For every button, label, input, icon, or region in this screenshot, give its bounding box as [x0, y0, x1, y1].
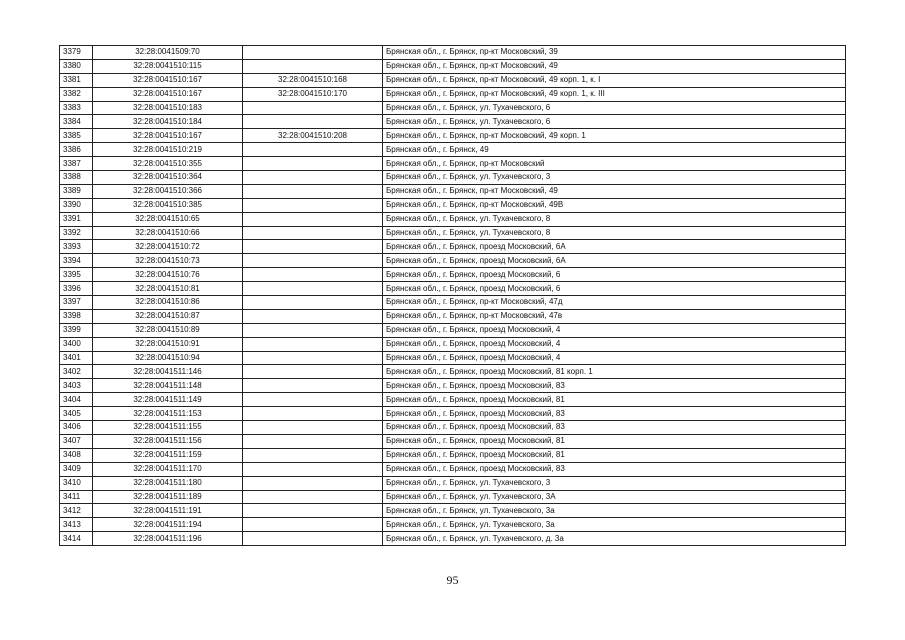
table-row: [60, 226, 846, 240]
row-number-cell: 3391: [60, 212, 93, 226]
address-cell: Брянская обл., г. Брянск, проезд Московский, 6: [383, 282, 846, 296]
cadastral-number-cell: 32:28:0041511:191: [93, 504, 243, 518]
table-row: [60, 379, 846, 393]
row-number-cell: 3386: [60, 143, 93, 157]
row-number-cell: 3383: [60, 101, 93, 115]
parent-cadastral-number-cell: [243, 157, 383, 171]
cadastral-number-cell: 32:28:0041510:86: [93, 296, 243, 310]
parent-cadastral-number-cell: 32:28:0041510:170: [243, 87, 383, 101]
cadastral-number-cell: 32:28:0041511:170: [93, 462, 243, 476]
parent-cadastral-number-cell: [243, 337, 383, 351]
table-row: [60, 157, 846, 171]
address-cell: Брянская обл., г. Брянск, пр-кт Московский, 49 корп. 1, к. III: [383, 87, 846, 101]
cadastral-number-cell: 32:28:0041511:146: [93, 365, 243, 379]
address-cell: Брянская обл., г. Брянск, ул. Тухачевского, 3а: [383, 504, 846, 518]
table-row: [60, 462, 846, 476]
table-row: [60, 282, 846, 296]
cadastral-number-cell: 32:28:0041510:355: [93, 157, 243, 171]
address-cell: Брянская обл., г. Брянск, проезд Московский, 81: [383, 393, 846, 407]
row-number-cell: 3381: [60, 73, 93, 87]
parent-cadastral-number-cell: [243, 490, 383, 504]
table-row: [60, 240, 846, 254]
parent-cadastral-number-cell: [243, 462, 383, 476]
row-number-cell: 3392: [60, 226, 93, 240]
address-cell: Брянская обл., г. Брянск, ул. Тухачевского, 3: [383, 476, 846, 490]
table-row: [60, 87, 846, 101]
address-cell: Брянская обл., г. Брянск, пр-кт Московский, 49: [383, 59, 846, 73]
address-cell: Брянская обл., г. Брянск, пр-кт Московский, 49 корп. 1: [383, 129, 846, 143]
parent-cadastral-number-cell: [243, 184, 383, 198]
table-row: [60, 171, 846, 185]
table-row: [60, 323, 846, 337]
table-row: [60, 309, 846, 323]
address-cell: Брянская обл., г. Брянск, пр-кт Московский, 47в: [383, 309, 846, 323]
cadastral-number-cell: 32:28:0041510:91: [93, 337, 243, 351]
table-row: [60, 115, 846, 129]
cadastral-number-cell: 32:28:0041510:219: [93, 143, 243, 157]
cadastral-number-cell: 32:28:0041511:153: [93, 407, 243, 421]
cadastral-number-cell: 32:28:0041511:156: [93, 434, 243, 448]
cadastral-number-cell: 32:28:0041510:167: [93, 73, 243, 87]
table-row: [60, 504, 846, 518]
row-number-cell: 3409: [60, 462, 93, 476]
address-cell: Брянская обл., г. Брянск, проезд Московский, 83: [383, 379, 846, 393]
parent-cadastral-number-cell: [243, 518, 383, 532]
cadastral-number-cell: 32:28:0041510:72: [93, 240, 243, 254]
table-row: [60, 73, 846, 87]
property-register-table: [59, 45, 846, 546]
row-number-cell: 3393: [60, 240, 93, 254]
row-number-cell: 3410: [60, 476, 93, 490]
cadastral-number-cell: 32:28:0041510:94: [93, 351, 243, 365]
cadastral-number-cell: 32:28:0041510:385: [93, 198, 243, 212]
address-cell: Брянская обл., г. Брянск, пр-кт Московский: [383, 157, 846, 171]
cadastral-number-cell: 32:28:0041510:89: [93, 323, 243, 337]
address-cell: Брянская обл., г. Брянск, ул. Тухачевского, 6: [383, 101, 846, 115]
address-cell: Брянская обл., г. Брянск, проезд Московский, 83: [383, 421, 846, 435]
cadastral-number-cell: 32:28:0041510:167: [93, 129, 243, 143]
parent-cadastral-number-cell: [243, 212, 383, 226]
table-row: [60, 351, 846, 365]
table-row: [60, 448, 846, 462]
parent-cadastral-number-cell: [243, 476, 383, 490]
row-number-cell: 3402: [60, 365, 93, 379]
table-row: [60, 212, 846, 226]
parent-cadastral-number-cell: [243, 407, 383, 421]
cadastral-number-cell: 32:28:0041510:87: [93, 309, 243, 323]
cadastral-number-cell: 32:28:0041509:70: [93, 46, 243, 60]
table-row: [60, 101, 846, 115]
row-number-cell: 3405: [60, 407, 93, 421]
address-cell: Брянская обл., г. Брянск, проезд Московский, 6А: [383, 240, 846, 254]
parent-cadastral-number-cell: [243, 143, 383, 157]
address-cell: Брянская обл., г. Брянск, пр-кт Московский, 39: [383, 46, 846, 60]
row-number-cell: 3389: [60, 184, 93, 198]
cadastral-number-cell: 32:28:0041511:196: [93, 532, 243, 546]
row-number-cell: 3407: [60, 434, 93, 448]
address-cell: Брянская обл., г. Брянск, ул. Тухачевского, 8: [383, 212, 846, 226]
cadastral-number-cell: 32:28:0041510:364: [93, 171, 243, 185]
cadastral-number-cell: 32:28:0041510:115: [93, 59, 243, 73]
row-number-cell: 3413: [60, 518, 93, 532]
table-row: [60, 198, 846, 212]
row-number-cell: 3404: [60, 393, 93, 407]
address-cell: Брянская обл., г. Брянск, ул. Тухачевского, 3А: [383, 490, 846, 504]
address-cell: Брянская обл., г. Брянск, проезд Московский, 81: [383, 434, 846, 448]
table-row: [60, 476, 846, 490]
address-cell: Брянская обл., г. Брянск, пр-кт Московский, 47д: [383, 296, 846, 310]
parent-cadastral-number-cell: [243, 532, 383, 546]
address-cell: Брянская обл., г. Брянск, проезд Московский, 6А: [383, 254, 846, 268]
cadastral-number-cell: 32:28:0041510:366: [93, 184, 243, 198]
parent-cadastral-number-cell: [243, 240, 383, 254]
parent-cadastral-number-cell: [243, 59, 383, 73]
cadastral-number-cell: 32:28:0041510:76: [93, 268, 243, 282]
cadastral-number-cell: 32:28:0041510:183: [93, 101, 243, 115]
address-cell: Брянская обл., г. Брянск, 49: [383, 143, 846, 157]
parent-cadastral-number-cell: [243, 198, 383, 212]
address-cell: Брянская обл., г. Брянск, проезд Московский, 4: [383, 323, 846, 337]
address-cell: Брянская обл., г. Брянск, пр-кт Московский, 49: [383, 184, 846, 198]
row-number-cell: 3395: [60, 268, 93, 282]
cadastral-number-cell: 32:28:0041510:66: [93, 226, 243, 240]
cadastral-number-cell: 32:28:0041511:180: [93, 476, 243, 490]
address-cell: Брянская обл., г. Брянск, ул. Тухачевского, 8: [383, 226, 846, 240]
table-row: [60, 129, 846, 143]
address-cell: Брянская обл., г. Брянск, проезд Московский, 83: [383, 407, 846, 421]
table-row: [60, 518, 846, 532]
row-number-cell: 3382: [60, 87, 93, 101]
table-row: [60, 365, 846, 379]
parent-cadastral-number-cell: [243, 254, 383, 268]
row-number-cell: 3406: [60, 421, 93, 435]
row-number-cell: 3380: [60, 59, 93, 73]
address-cell: Брянская обл., г. Брянск, пр-кт Московский, 49В: [383, 198, 846, 212]
table-row: [60, 184, 846, 198]
cadastral-number-cell: 32:28:0041510:65: [93, 212, 243, 226]
row-number-cell: 3390: [60, 198, 93, 212]
table-row: [60, 393, 846, 407]
row-number-cell: 3379: [60, 46, 93, 60]
row-number-cell: 3398: [60, 309, 93, 323]
table-row: [60, 296, 846, 310]
parent-cadastral-number-cell: [243, 268, 383, 282]
row-number-cell: 3385: [60, 129, 93, 143]
row-number-cell: 3412: [60, 504, 93, 518]
parent-cadastral-number-cell: 32:28:0041510:208: [243, 129, 383, 143]
row-number-cell: 3397: [60, 296, 93, 310]
parent-cadastral-number-cell: [243, 309, 383, 323]
cadastral-number-cell: 32:28:0041510:73: [93, 254, 243, 268]
row-number-cell: 3414: [60, 532, 93, 546]
row-number-cell: 3387: [60, 157, 93, 171]
address-cell: Брянская обл., г. Брянск, ул. Тухачевского, 3а: [383, 518, 846, 532]
address-cell: Брянская обл., г. Брянск, проезд Московский, 81: [383, 448, 846, 462]
address-cell: Брянская обл., г. Брянск, пр-кт Московский, 49 корп. 1, к. I: [383, 73, 846, 87]
row-number-cell: 3408: [60, 448, 93, 462]
cadastral-number-cell: 32:28:0041511:159: [93, 448, 243, 462]
parent-cadastral-number-cell: [243, 171, 383, 185]
cadastral-number-cell: 32:28:0041511:194: [93, 518, 243, 532]
address-cell: Брянская обл., г. Брянск, ул. Тухачевского, д. 3а: [383, 532, 846, 546]
table-row: [60, 268, 846, 282]
row-number-cell: 3399: [60, 323, 93, 337]
parent-cadastral-number-cell: [243, 115, 383, 129]
parent-cadastral-number-cell: [243, 365, 383, 379]
row-number-cell: 3403: [60, 379, 93, 393]
parent-cadastral-number-cell: [243, 226, 383, 240]
address-cell: Брянская обл., г. Брянск, проезд Московский, 83: [383, 462, 846, 476]
parent-cadastral-number-cell: [243, 296, 383, 310]
parent-cadastral-number-cell: [243, 46, 383, 60]
address-cell: Брянская обл., г. Брянск, проезд Московский, 6: [383, 268, 846, 282]
cadastral-number-cell: 32:28:0041511:148: [93, 379, 243, 393]
parent-cadastral-number-cell: [243, 393, 383, 407]
table-row: [60, 421, 846, 435]
table-row: [60, 46, 846, 60]
parent-cadastral-number-cell: 32:28:0041510:168: [243, 73, 383, 87]
table-row: [60, 490, 846, 504]
cadastral-number-cell: 32:28:0041511:155: [93, 421, 243, 435]
row-number-cell: 3400: [60, 337, 93, 351]
table-row: [60, 434, 846, 448]
parent-cadastral-number-cell: [243, 323, 383, 337]
parent-cadastral-number-cell: [243, 434, 383, 448]
table-row: [60, 143, 846, 157]
cadastral-number-cell: 32:28:0041510:167: [93, 87, 243, 101]
parent-cadastral-number-cell: [243, 448, 383, 462]
cadastral-number-cell: 32:28:0041510:184: [93, 115, 243, 129]
row-number-cell: 3388: [60, 171, 93, 185]
cadastral-number-cell: 32:28:0041511:189: [93, 490, 243, 504]
parent-cadastral-number-cell: [243, 351, 383, 365]
address-cell: Брянская обл., г. Брянск, проезд Московский, 81 корп. 1: [383, 365, 846, 379]
page-number: 95: [446, 573, 459, 587]
table-row: [60, 407, 846, 421]
parent-cadastral-number-cell: [243, 101, 383, 115]
parent-cadastral-number-cell: [243, 379, 383, 393]
table-row: [60, 59, 846, 73]
parent-cadastral-number-cell: [243, 504, 383, 518]
cadastral-number-cell: 32:28:0041510:81: [93, 282, 243, 296]
address-cell: Брянская обл., г. Брянск, ул. Тухачевского, 6: [383, 115, 846, 129]
table-row: [60, 532, 846, 546]
cadastral-number-cell: 32:28:0041511:149: [93, 393, 243, 407]
address-cell: Брянская обл., г. Брянск, проезд Московский, 4: [383, 351, 846, 365]
row-number-cell: 3384: [60, 115, 93, 129]
row-number-cell: 3394: [60, 254, 93, 268]
address-cell: Брянская обл., г. Брянск, проезд Московский, 4: [383, 337, 846, 351]
row-number-cell: 3396: [60, 282, 93, 296]
row-number-cell: 3401: [60, 351, 93, 365]
address-cell: Брянская обл., г. Брянск, ул. Тухачевского, 3: [383, 171, 846, 185]
table-row: [60, 337, 846, 351]
table-row: [60, 254, 846, 268]
row-number-cell: 3411: [60, 490, 93, 504]
parent-cadastral-number-cell: [243, 421, 383, 435]
parent-cadastral-number-cell: [243, 282, 383, 296]
register-table-body: [60, 46, 846, 546]
